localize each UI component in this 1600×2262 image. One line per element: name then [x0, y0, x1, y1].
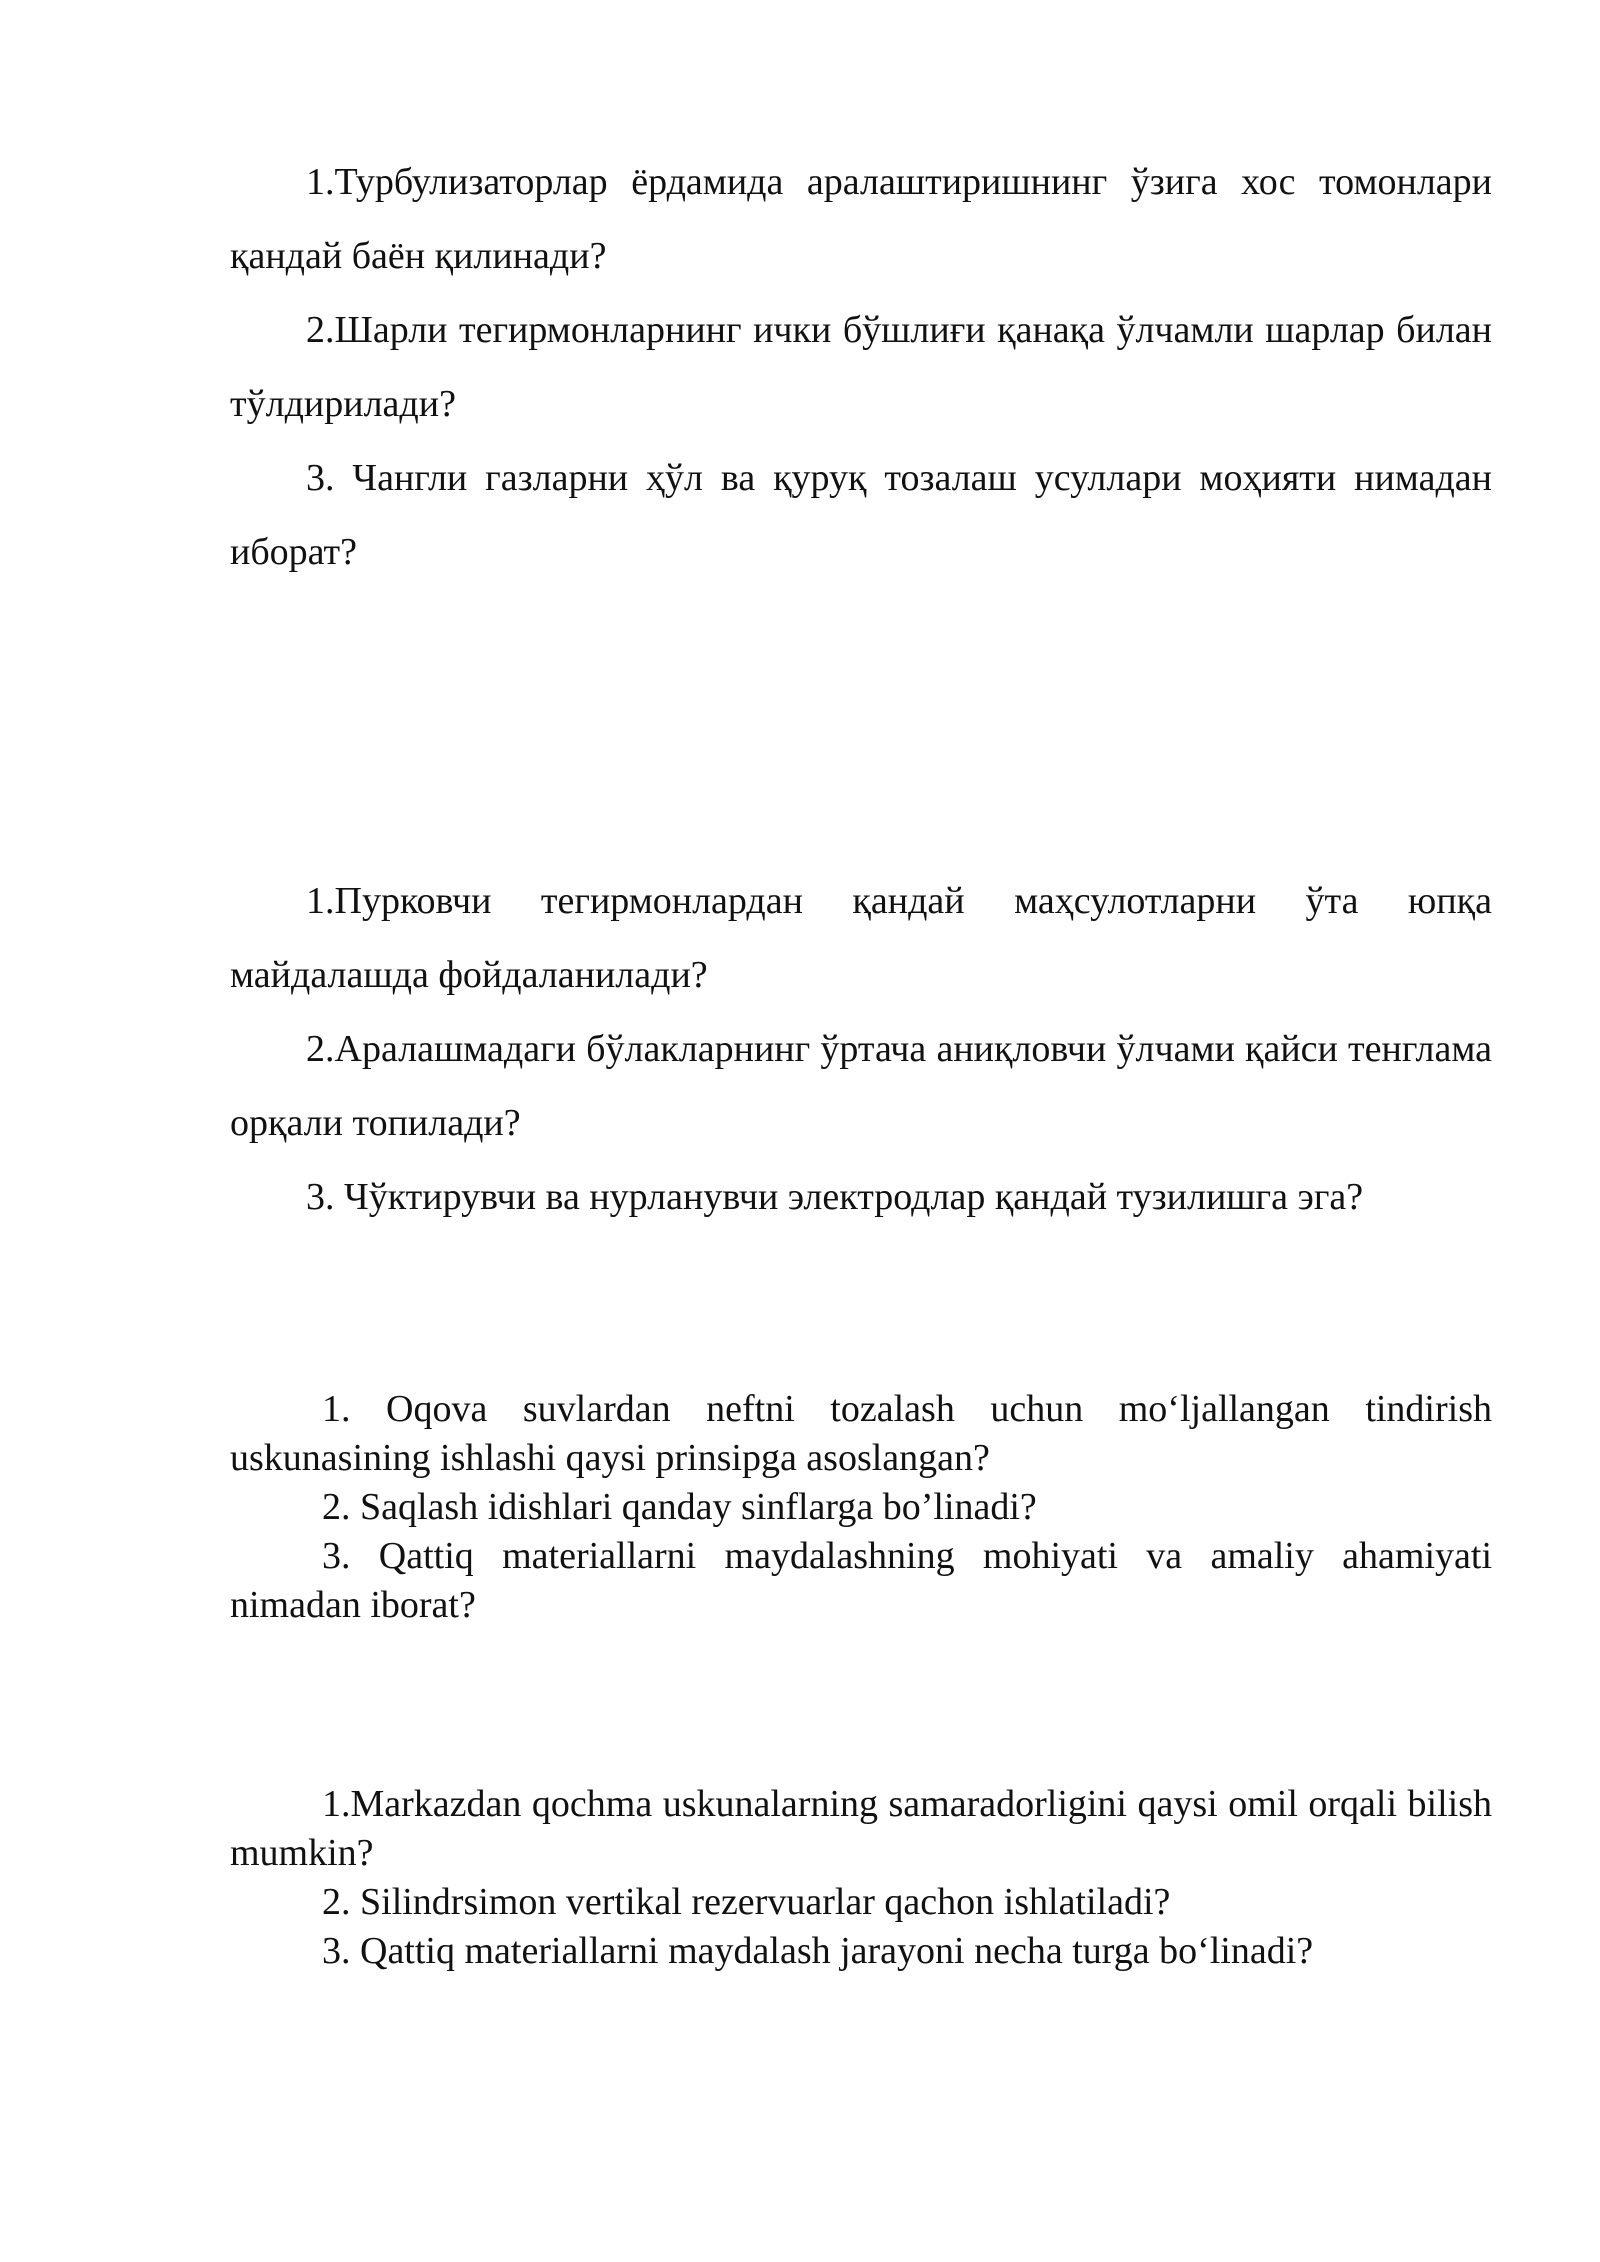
question-set-4	[230, 1780, 1492, 1976]
question-3-2: 2. Saqlash idishlari qanday sinflarga bo’linadi?	[322, 1486, 1037, 1528]
question-2-3: 3. Чўктирувчи ва нурланувчи электродлар қандай тузилишга эга?	[306, 1176, 1364, 1218]
question-4-1: 1.Markazdan qochma uskunalarning samaradorligini qaysi omil orqali bilish mumkin?	[230, 1783, 1492, 1874]
question-4-3: 3. Qattiq materiallarni maydalash jarayoni necha turga bo‘linadi?	[322, 1930, 1314, 1972]
question-2-1: 1.Пурковчи тегирмонлардан қандай маҳсулотларни ўта юпқа майдалашда фойдаланилади?	[230, 880, 1492, 996]
question-set-3	[230, 1385, 1492, 1630]
question-4-2: 2. Silindrsimon vertikal rezervuarlar qachon ishlatiladi?	[322, 1881, 1171, 1923]
question-1-2: 2.Шарли тегирмонларнинг ички бўшлиғи қанақа ўлчамли шарлар билан тўлдирилади?	[230, 309, 1492, 425]
question-1-1: 1.Турбулизаторлар ёрдамида аралаштиришнинг ўзига хос томонлари қандай баён қилинади?	[230, 161, 1492, 277]
question-3-1: 1. Oqova suvlardan neftni tozalash uchun mo‘ljallangan tindirish uskunasining ishlashi qaysi prinsipga asoslangan?	[230, 1388, 1492, 1479]
question-3-3: 3. Qattiq materiallarni maydalashning mohiyati va amaliy ahamiyati nimadan iborat?	[230, 1535, 1492, 1626]
question-2-2: 2.Аралашмадаги бўлакларнинг ўртача аниқловчи ўлчами қайси тенглама орқали топилади?	[230, 1028, 1492, 1144]
question-set-1	[230, 145, 1492, 589]
question-1-3: 3. Чангли газларни ҳўл ва қуруқ тозалаш усуллари моҳияти нимадан иборат?	[230, 457, 1492, 573]
question-set-2	[230, 864, 1492, 1234]
